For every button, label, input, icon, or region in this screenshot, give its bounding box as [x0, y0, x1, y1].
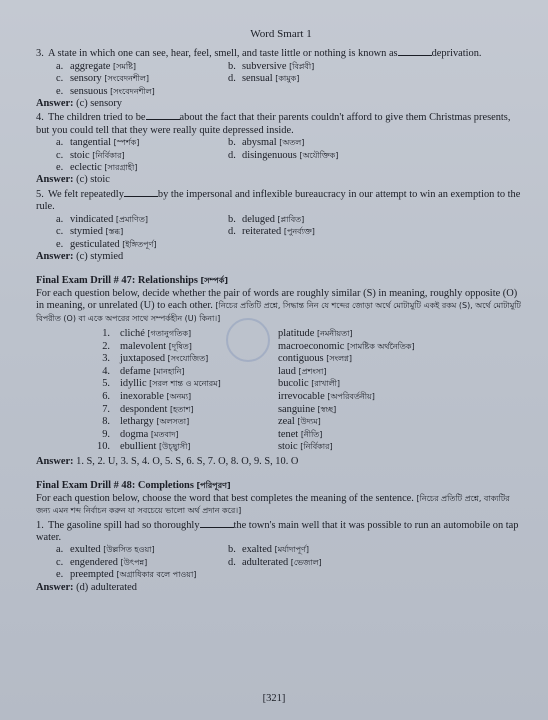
option-c: c. engendered [উৎপন্ন]	[56, 556, 148, 568]
word-pair-row: 1. cliché [গতানুগতিক] platitude [নমনীয়তা]	[102, 327, 353, 339]
question-number: 3.	[36, 48, 44, 60]
option-e: e. eclectic [সারগ্রাহী]	[56, 162, 138, 174]
answer-line: Answer: (c) sensory	[36, 98, 123, 110]
running-title: Word Smart 1	[250, 28, 312, 40]
word-pair-row: 4. defame [মানহানি] laud [প্রশংসা]	[102, 365, 327, 377]
answer-value: (c) stymied	[76, 250, 124, 262]
options-list	[36, 544, 526, 581]
drill-47-instructions: For each question below, decide whether the pair of words are roughly similar (S) in meaning, roughly opposite (O) in meaning, or unrelated (U) to each other. [নিচের প্রতিটি প্রশ্নে, সিদ্ধান্ত নিন যে শব্দের জোড়া অর্থে মোটামুটি একই রকম (S), অর্থে মোটামুটি বিপরীত (O) বা একে অপরের সাথে সম্পর্কহীন (U) কিনা।]	[36, 287, 521, 323]
option-b: b. deluged [প্লাবিত]	[228, 213, 305, 225]
option-a: a. aggregate [সমষ্টি]	[56, 60, 137, 72]
word-pair-row: 8. lethargy [অলসতা] zeal [উদ্যম]	[102, 416, 321, 428]
option-d: d. disingenuous [অযৌক্তিক]	[228, 149, 339, 161]
answer-value: 1. S, 2. U, 3. S, 4. O, 5. S, 6. S, 7. O, 8. O, 9. S, 10. O	[76, 455, 299, 467]
option-b: b. exalted [মর্যাদাপূর্ণ]	[228, 544, 310, 556]
question-stem-end: the town's main well that it was possible to run an automobile on tap water.	[36, 519, 519, 543]
answer-blank	[200, 518, 234, 528]
option-e: e. sensuous [সংবেদনশীল]	[56, 85, 155, 97]
question-stem-start: We felt repeatedly	[48, 188, 124, 200]
word-pair-row: 2. malevolent [দূষিত] macroeconomic [সামষ্টিক অর্থনৈতিক]	[102, 340, 415, 352]
question-number: 5.	[36, 188, 44, 200]
option-c: c. stoic [নির্বিকার]	[56, 149, 125, 161]
drill-48-heading: Final Exam Drill # 48: Completions [পরিপূরণ]	[36, 480, 231, 492]
word-pair-row: 7. despondent [হতাশ] sanguine [স্বচ্ছ]	[102, 403, 337, 415]
question-stem-end: deprivation.	[431, 48, 482, 60]
options-list	[36, 61, 526, 98]
answer-line: Answer: (c) stymied	[36, 250, 124, 262]
option-b: b. subversive [বিপ্লবী]	[228, 60, 315, 72]
drill-47-heading: Final Exam Drill # 47: Relationships [সম্পর্ক]	[36, 275, 229, 287]
answer-blank	[398, 46, 432, 56]
answer-value: (c) sensory	[76, 98, 123, 110]
word-pair-row: 3. juxtaposed [সংযোজিত] contiguous [সংলগ্ন]	[102, 353, 352, 365]
options-list	[36, 137, 526, 174]
question-stem-end: by the impersonal and inflexible bureaucracy in our attempt to win an exemption to the rule.	[36, 188, 521, 213]
word-pair-row: 6. inexorable [অনম্য] irrevocable [অপরিবর্তনীয়]	[102, 390, 375, 402]
word-pair-row: 9. dogma [মতবাদ] tenet [নীতি]	[102, 428, 323, 440]
question-stem-start: The children tried to be	[48, 112, 146, 124]
word-pairs-list	[36, 328, 526, 454]
question-number: 1.	[36, 519, 44, 531]
question-3	[36, 46, 526, 110]
drill-47-answer: Answer: 1. S, 2. U, 3. S, 4. O, 5. S, 6. S, 7. O, 8. O, 9. S, 10. O	[36, 455, 299, 467]
option-d: d. reiterated [পুনর্ব্যক্ত]	[228, 226, 315, 238]
question-number: 4.	[36, 112, 44, 124]
answer-blank	[124, 187, 158, 197]
options-list	[36, 214, 526, 251]
question-5	[36, 187, 526, 263]
answer-blank	[146, 110, 180, 120]
question-4	[36, 110, 526, 186]
answer-value: (d) adulterated	[76, 581, 137, 593]
question-stem-start: A state in which one can see, hear, feel, smell, and taste little or nothing is known as	[48, 48, 398, 60]
answer-line: Answer: (d) adulterated	[36, 581, 137, 593]
answer-line: Answer: (c) stoic	[36, 174, 110, 186]
question-stem-end: about the fact that their parents couldn't afford to give them Christmas presents, but you could tell that they were really quite depressed inside.	[36, 112, 511, 136]
option-e: e. preempted [অগ্রাধিকার বলে পাওয়া]	[56, 569, 197, 581]
option-d: d. sensual [কামুক]	[228, 73, 300, 85]
option-d: d. adulterated [ভেজাল]	[228, 556, 322, 568]
option-a: a. tangential [স্পর্শক]	[56, 137, 140, 149]
word-pair-row: 10. ebullient [উচ্ছ্বাসী] stoic [নির্বিকার]	[97, 441, 333, 453]
option-a: a. exulted [উল্লসিত হওয়া]	[56, 544, 155, 556]
option-a: a. vindicated [প্রমাণিত]	[56, 213, 148, 225]
option-e: e. gesticulated [ইঙ্গিতপূর্ণ]	[56, 238, 157, 250]
watermark-stamp-icon	[226, 318, 270, 362]
option-c: c. sensory [সংবেদনশীল]	[56, 73, 149, 85]
page-number: [321]	[262, 693, 286, 704]
drill-48-question-1	[36, 518, 526, 594]
question-stem-start: The gasoline spill had so thoroughly	[48, 519, 200, 531]
option-b: b. abysmal [অতল]	[228, 137, 305, 149]
option-c: c. stymied [স্তব্ধ]	[56, 226, 124, 238]
drill-48-instructions: For each question below, choose the word that best completes the meaning of the sentence. [নিচের প্রতিটি প্রশ্নে, বাক্যটির জন্য এমন শব্দ নির্বাচন করুন যা সবচেয়ে ভালো অর্থ প্রদান করে।]	[36, 492, 510, 516]
answer-value: (c) stoic	[76, 174, 110, 186]
word-pair-row: 5. idyllic [সরল শান্ত ও মনোরম] bucolic [রাখালী]	[102, 378, 340, 390]
